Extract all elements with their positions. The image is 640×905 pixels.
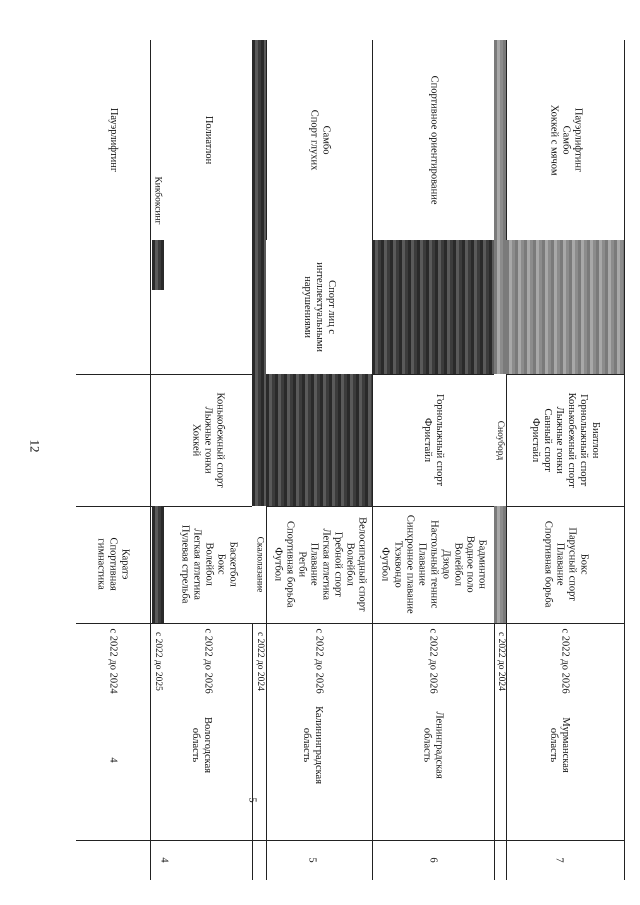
row-4-period-3: с 2022 до 2026 [203,628,215,695]
row-7-summer: Бокс Парусный спорт Плавание Спортивная борьба [541,521,590,608]
row-7-period-2: с 2022 до 2026 [560,628,572,695]
row-7-winter-1: Сноуборд [495,420,506,460]
row-5-period-1: с 2022 до 2024 [254,632,265,691]
row-4-summer-1: Каратэ Спортивная гимнастика [95,537,132,592]
table-content [76,40,624,880]
row-4-num: 4 [159,857,171,863]
row-5-period-2: с 2022 до 2026 [314,628,326,695]
row-4-period-2: с 2022 до 2025 [152,632,163,691]
row-4-other-2: Кикбоксинг [152,175,163,225]
row-6-winter: Горнолыжный спорт Фристайл [421,393,446,487]
row-6-other: Спортивное ориентирование [428,75,440,205]
row-6-region: Ленинградская область [421,711,446,779]
row-4-other-1: Пауэрлифтинг [108,107,120,173]
row-4-region: Вологодская область [189,716,214,774]
row-7-winter: Биатлон Горнолыжный спорт Конькобежный спорт Лыжные гонки Санный спорт Фристайл [529,392,602,488]
row-5-num: 5 [307,857,319,863]
row-7-period-1: с 2022 до 2024 [495,632,506,691]
row-5-summer-2: Велосипедный спорт Волейбол Гребной спорт Легкая атлетика Плавание Регби Спортивная борьба Футбол [271,517,368,612]
page-number: 12 [27,439,43,453]
row-4-summer-3: Баскетбол Бокс Волейбол Легкая атлетика Пулевая стрельба [178,525,239,604]
row-5-adaptive: Спорт лиц с интеллектуальными нарушениями [301,262,338,352]
row-5-other: Самбо Спорт глухих [308,109,332,171]
row-4-winter-3: Конькобежный спорт Лыжные гонки Хоккей [190,392,227,488]
row-6-period: с 2022 до 2026 [428,628,440,695]
row-5-region: Калининградская область [301,706,325,784]
row-6-num: 6 [428,857,440,863]
row-5-number: 5 [247,797,259,803]
row-5-summer-1: Скалолазание [254,536,265,593]
row-7-num: 7 [554,857,566,863]
row-7-other: Пауэрлифтинг Самбо Хоккей с мячом [547,104,584,176]
row-7-region: Мурманская область [548,717,572,773]
row-6-summer: Бадминтон Водное поло Волейбол Дзюдо Настольный теннис Плавание Синхронное плавание Тхэквондо Футбол [379,515,488,614]
row-4-period-1: с 2022 до 2024 [108,628,120,695]
row-4-other-3: Полиатлон [203,115,215,165]
row-4-number: 4 [108,757,120,763]
